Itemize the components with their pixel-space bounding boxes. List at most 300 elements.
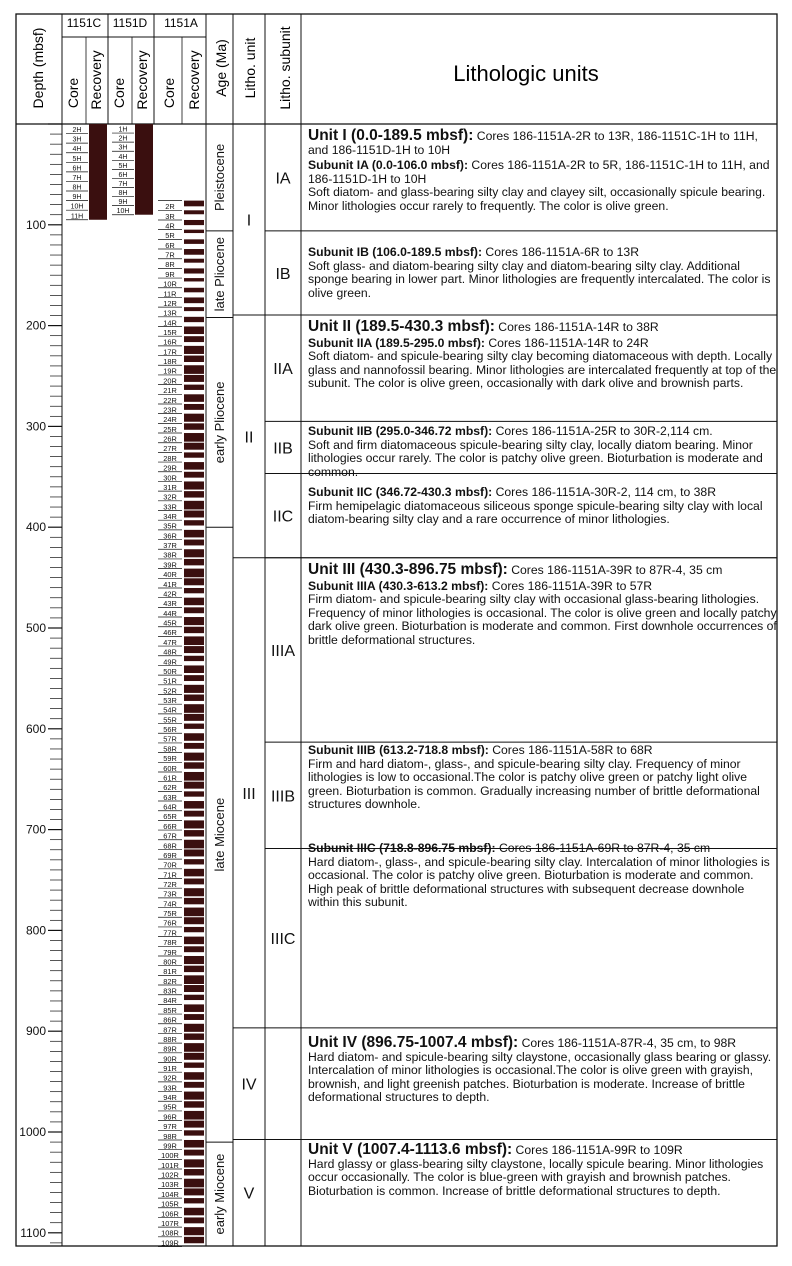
age-label: early Miocene — [212, 1153, 227, 1235]
core-label: 80R — [163, 957, 177, 967]
recovery-bar — [184, 1101, 204, 1107]
core-label: 63R — [163, 792, 177, 802]
depth-tick-label: 1000 — [19, 1125, 46, 1139]
core-label: 100R — [161, 1151, 179, 1161]
recovery-bar — [184, 278, 204, 281]
core-label: 78R — [163, 938, 177, 948]
recovery-bar — [184, 404, 204, 410]
recovery-bar — [184, 888, 204, 896]
core-label: 11H — [70, 213, 84, 221]
core-label: 50R — [163, 666, 177, 676]
core-label: 54R — [163, 705, 177, 715]
hole-1151D-cores — [112, 124, 153, 215]
recovery-bar — [184, 201, 204, 207]
recovery-bar — [184, 811, 204, 817]
core-label: 48R — [163, 647, 177, 657]
recovery-bar — [184, 636, 204, 645]
recovery-bar — [184, 1237, 204, 1243]
recovery-bar — [184, 607, 204, 613]
recovery-header-1151D: Recovery — [134, 50, 150, 110]
recovery-bar — [184, 908, 204, 917]
core-header-1151D: Core — [111, 77, 127, 109]
recovery-header-1151A: Recovery — [186, 50, 202, 110]
recovery-bar — [184, 898, 204, 904]
recovery-bar — [184, 443, 204, 450]
recovery-bar — [184, 849, 204, 856]
depth-tick-label: 500 — [25, 621, 46, 635]
recovery-bar — [184, 665, 204, 673]
core-label: 83R — [163, 986, 177, 996]
unit-V-description — [308, 1143, 778, 1198]
core-label: 1H — [118, 126, 128, 134]
unit-V-body: Hard glassy or glass-bearing silty claystone, locally spicule bearing. Minor lithologies occur occasionally. The color is blue-green with grayish and brownish patches. Bioturbation is common. Increase of brittle deformational structures to depth. — [308, 1156, 764, 1198]
subunit-IA-cores: Cores 186-1151A-2R to 5R, 186-1151C-1H to 11H, and 186-1151D-1H to 10H — [308, 158, 770, 186]
unit-III-description — [308, 563, 778, 648]
core-label: 19R — [163, 366, 177, 376]
recovery-bar — [184, 472, 204, 478]
core-label: 59R — [163, 754, 177, 764]
core-label: 108R — [161, 1228, 179, 1238]
core-label: 79R — [163, 947, 177, 957]
core-label: 103R — [161, 1180, 179, 1190]
recovery-bar — [184, 1169, 204, 1175]
unit-IV-description — [308, 1036, 778, 1105]
core-label: 5R — [165, 231, 175, 241]
core-label: 9H — [118, 199, 128, 207]
recovery-bar — [184, 1063, 204, 1068]
subunit-label: IIA — [273, 361, 293, 379]
depth-tick-label: 400 — [25, 520, 46, 535]
subunit-IIIB-description — [308, 744, 778, 812]
depth-tick-label: 800 — [25, 923, 46, 938]
core-label: 10H — [116, 208, 130, 216]
hole-1151C-header: 1151C — [66, 16, 102, 30]
core-label: 6R — [165, 240, 175, 250]
core-label: 2H — [72, 127, 82, 135]
core-label: 38R — [163, 550, 177, 560]
recovery-bar — [184, 394, 204, 402]
unit-III-cores: Cores 186-1151A-39R to 87R-4, 35 cm — [507, 563, 723, 577]
subunit-IIB-cores: Cores 186-1151A-25R to 30R-2,114 cm. — [492, 424, 713, 438]
depth-tick-label: 700 — [25, 822, 46, 837]
core-label: 28R — [163, 453, 177, 463]
core-label: 61R — [163, 773, 177, 783]
unit-label: I — [246, 212, 252, 230]
recovery-bar — [184, 704, 204, 713]
recovery-bar — [184, 1014, 204, 1020]
core-label: 57R — [163, 734, 177, 744]
unit-II-cores: Cores 186-1151A-14R to 38R — [494, 320, 659, 334]
recovery-bar — [184, 791, 204, 796]
core-label: 49R — [163, 657, 177, 667]
unit-IV-body: Hard diatom- and spicule-bearing silty claystone, occasionally glass bearing or glassy. Intercalation of minor lithologies is occasional.The color is olive green with grayish, brownish, and light greenish patches. Bioturbation is moderate. Increase of brittle deformational structures to depth. — [308, 1049, 772, 1105]
core-label: 18R — [163, 357, 177, 367]
recovery-bar — [184, 259, 204, 263]
subunit-IIIC-body: Hard diatom-, glass-, and spicule-bearing silty clay. Intercalation of minor lithologies is occasional. The color is patchy olive green. Bioturbation is moderate and common. High peak of brittle deformational structures with subsequent decrease downhole within this subunit. — [308, 854, 770, 910]
depth-tick-label: 900 — [25, 1024, 46, 1039]
unit-IV-cores: Cores 186-1151A-87R-4, 35 cm, to 98R — [518, 1036, 737, 1050]
subunit-IIIC-cores: Cores 186-1151A-69R to 87R-4, 35 cm — [495, 841, 711, 855]
recovery-bar — [184, 1043, 204, 1052]
core-label: 81R — [163, 967, 177, 977]
recovery-bar — [184, 288, 204, 293]
age-label: late Miocene — [212, 797, 227, 872]
recovery-bar — [184, 975, 204, 984]
core-label: 26R — [163, 434, 177, 444]
core-label: 42R — [163, 589, 177, 599]
core-label: 87R — [163, 1025, 177, 1035]
recovery-bar — [184, 559, 204, 565]
recovery-bar — [184, 685, 204, 693]
subunit-IIIC-description — [308, 842, 778, 910]
recovery-bar — [184, 569, 204, 578]
core-label: 39R — [163, 560, 177, 570]
subunit-IB-description — [308, 246, 778, 300]
recovery-bar — [184, 966, 204, 972]
core-label: 76R — [163, 918, 177, 928]
unit-I-cores: Cores 186-1151A-2R to 13R, 186-1151C-1H to 11H, and 186-1151D-1H to 10H — [308, 129, 758, 157]
subunit-header: Litho. subunit — [277, 26, 293, 110]
depth-tick-label: 200 — [25, 318, 46, 333]
core-label: 17R — [163, 347, 177, 357]
recovery-bar — [184, 820, 204, 828]
recovery-bar — [184, 1082, 204, 1088]
recovery-bar — [184, 937, 204, 945]
core-label: 2H — [118, 135, 128, 143]
recovery-bar — [184, 549, 204, 557]
recovery-bar — [184, 753, 204, 761]
recovery-bar — [184, 1198, 204, 1203]
recovery-bar — [184, 879, 204, 885]
subunit-IA-body: Soft diatom- and glass-bearing silty clay and clayey silt, occasionally spicule bearing. Minor lithologies occur rarely to frequently. The color is olive green. — [308, 185, 766, 213]
core-label: 40R — [163, 570, 177, 580]
core-label: 75R — [163, 909, 177, 919]
recovery-bar — [184, 985, 204, 992]
recovery-bar — [184, 452, 204, 457]
subunit-IIB-body: Soft and firm diatomaceous spicule-bearing silty clay, locally diatom bearing. Minor lithologies occur rarely. The color is patchy olive green. Bioturbation is moderate and common. — [308, 437, 763, 479]
recovery-bar — [184, 830, 204, 836]
unit-label: IV — [241, 1076, 257, 1094]
core-label: 34R — [163, 511, 177, 521]
core-label: 27R — [163, 444, 177, 454]
recovery-bar — [184, 743, 204, 749]
core-label: 104R — [161, 1189, 179, 1199]
recovery-bar — [184, 1188, 204, 1195]
subunit-IIIA-title: Subunit IIIA (430.3-613.2 mbsf): — [308, 578, 489, 593]
recovery-bar — [184, 1121, 204, 1128]
core-label: 44R — [163, 608, 177, 618]
recovery-bar — [184, 356, 204, 362]
core-label: 4R — [165, 221, 175, 231]
core-label: 10R — [163, 279, 177, 289]
core-label: 14R — [163, 318, 177, 328]
subunit-IIA-title: Subunit IIA (189.5-295.0 mbsf): — [308, 335, 485, 350]
recovery-bar — [184, 346, 204, 354]
hole-1151C-cores — [66, 124, 107, 220]
core-label: 56R — [163, 725, 177, 735]
recovery-bar — [184, 695, 204, 701]
subunit-IIIC-title: Subunit IIIC (718.8-896.75 mbsf): — [308, 841, 496, 855]
recovery-bar — [184, 249, 204, 255]
core-label: 3H — [118, 144, 128, 152]
core-header-1151C: Core — [65, 77, 81, 109]
recovery-bar — [184, 772, 204, 781]
core-label: 70R — [163, 860, 177, 870]
subunit-IIIA-cores: Cores 186-1151A-39R to 57R — [488, 578, 653, 593]
core-label: 71R — [163, 870, 177, 880]
core-label: 8R — [165, 260, 175, 270]
unit-label: V — [243, 1185, 255, 1203]
core-label: 24R — [163, 415, 177, 425]
core-label: 7H — [72, 174, 82, 182]
recovery-bar — [184, 327, 204, 335]
recovery-bar — [184, 714, 204, 721]
recovery-bar — [184, 801, 204, 809]
core-label: 89R — [163, 1044, 177, 1054]
core-label: 51R — [163, 676, 177, 686]
recovery-bar — [184, 336, 204, 342]
core-label: 91R — [163, 1063, 177, 1073]
core-label: 65R — [163, 812, 177, 822]
recovery-bar — [184, 782, 204, 789]
recovery-bar — [89, 124, 107, 220]
core-label: 73R — [163, 889, 177, 899]
core-label: 72R — [163, 879, 177, 889]
core-label: 5H — [72, 155, 82, 163]
recovery-bar — [184, 617, 204, 625]
recovery-bar — [184, 268, 204, 273]
recovery-bar — [184, 1140, 204, 1148]
subunit-IB-title: Subunit IB (106.0-189.5 mbsf): — [308, 245, 483, 259]
recovery-bar — [184, 1053, 204, 1060]
core-label: 43R — [163, 599, 177, 609]
hole-1151A-header: 1151A — [164, 16, 198, 30]
core-label: 20R — [163, 376, 177, 386]
unit-V-cores: Cores 186-1151A-99R to 109R — [512, 1143, 683, 1157]
recovery-bar — [184, 1111, 204, 1120]
core-label: 101R — [161, 1160, 179, 1170]
core-label: 36R — [163, 531, 177, 541]
age-column — [206, 144, 233, 1235]
recovery-bar — [184, 462, 204, 470]
recovery-header-1151C: Recovery — [88, 50, 104, 110]
recovery-bar — [184, 1024, 204, 1032]
recovery-bar — [184, 1227, 204, 1235]
core-header-1151A: Core — [161, 77, 177, 109]
core-label: 41R — [163, 579, 177, 589]
subunit-IIIB-cores: Cores 186-1151A-58R to 68R — [488, 743, 653, 757]
core-label: 15R — [163, 327, 177, 337]
core-label: 13R — [163, 308, 177, 318]
core-label: 4H — [72, 146, 82, 154]
core-label: 107R — [161, 1218, 179, 1228]
subunit-IIIB-title: Subunit IIIB (613.2-718.8 mbsf): — [308, 743, 489, 757]
core-label: 94R — [163, 1093, 177, 1103]
core-label: 33R — [163, 502, 177, 512]
subunit-label: IIB — [273, 440, 293, 458]
unit-III-title: Unit III (430.3-896.75 mbsf): — [308, 561, 508, 578]
recovery-bar — [184, 1130, 204, 1135]
core-label: 46R — [163, 628, 177, 638]
recovery-bar — [184, 230, 204, 233]
core-label: 3H — [72, 136, 82, 144]
age-label: late Pliocene — [212, 236, 227, 312]
core-label: 60R — [163, 763, 177, 773]
core-label: 102R — [161, 1170, 179, 1180]
subunit-label: IB — [275, 265, 291, 283]
recovery-bar — [184, 762, 204, 768]
recovery-bar — [184, 239, 204, 244]
core-label: 93R — [163, 1083, 177, 1093]
recovery-bar — [184, 481, 204, 489]
core-label: 58R — [163, 744, 177, 754]
recovery-bar — [184, 317, 204, 322]
recovery-bar — [184, 307, 204, 311]
core-label: 95R — [163, 1102, 177, 1112]
recovery-bar — [184, 956, 204, 964]
recovery-bar — [184, 869, 204, 877]
core-label: 90R — [163, 1054, 177, 1064]
core-label: 97R — [163, 1122, 177, 1132]
recovery-bar — [184, 917, 204, 924]
core-label: 32R — [163, 492, 177, 502]
core-label: 25R — [163, 424, 177, 434]
subunit-IIB-description — [308, 425, 778, 479]
unit-header: Litho. unit — [242, 37, 258, 99]
recovery-bar — [184, 385, 204, 390]
core-label: 109R — [161, 1238, 179, 1248]
recovery-bar — [184, 656, 204, 661]
recovery-bar — [184, 1159, 204, 1167]
unit-label: III — [242, 785, 256, 803]
recovery-bar — [184, 1092, 204, 1100]
subunit-IA-title: Subunit IA (0.0-106.0 mbsf): — [308, 158, 469, 173]
recovery-bar — [184, 511, 204, 518]
subunit-IIA-body: Soft diatom- and spicule-bearing silty clay becoming diatomaceous with depth. Locally glass and nannofossil bearing. Minor lithologies are intercalated frequently at top of the subunit. The color is olive green, occasionally with dark olive and brownish parts. — [308, 349, 777, 391]
hole-1151A-cores — [158, 201, 204, 1248]
hole-1151D-header: 1151D — [112, 16, 148, 30]
recovery-bar — [184, 733, 204, 741]
recovery-bar — [184, 1072, 204, 1080]
core-label: 98R — [163, 1131, 177, 1141]
core-label: 3R — [165, 211, 175, 221]
core-label: 30R — [163, 473, 177, 483]
core-label: 53R — [163, 695, 177, 705]
core-label: 6H — [72, 165, 82, 173]
core-label: 10H — [70, 203, 84, 211]
core-label: 68R — [163, 841, 177, 851]
age-label: Pleistocene — [212, 143, 227, 212]
core-label: 92R — [163, 1073, 177, 1083]
core-label: 66R — [163, 821, 177, 831]
recovery-bar — [184, 1179, 204, 1188]
age-header: Age (Ma) — [213, 39, 229, 97]
recovery-bar — [184, 840, 204, 849]
core-label: 11R — [163, 289, 177, 299]
subunit-label: IA — [275, 170, 291, 188]
core-label: 52R — [163, 686, 177, 696]
core-label: 85R — [163, 1005, 177, 1015]
recovery-bar — [184, 946, 204, 952]
core-label: 84R — [163, 996, 177, 1006]
depth-tick-label: 100 — [25, 217, 46, 232]
age-label: early Pliocene — [212, 381, 227, 464]
recovery-bar — [184, 210, 204, 214]
recovery-bar — [184, 1217, 204, 1223]
recovery-bar — [184, 491, 204, 497]
depth-tick-label: 1100 — [20, 1225, 46, 1240]
recovery-bar — [184, 627, 204, 633]
core-label: 88R — [163, 1034, 177, 1044]
core-label: 106R — [161, 1209, 179, 1219]
core-label: 77R — [163, 928, 177, 938]
core-label: 31R — [163, 482, 177, 492]
core-label: 45R — [163, 618, 177, 628]
subunit-IIIB-body: Firm and hard diatom-, glass-, and spicule-bearing silty clay. Frequency of minor lithologies is low to occasional.The color is patchy olive green or patchy light olive green. Bioturbation is common. Gradually increasing number of brittle deformational structures downhole. — [308, 756, 760, 812]
core-label: 69R — [163, 850, 177, 860]
core-label: 64R — [163, 802, 177, 812]
recovery-bar — [135, 124, 153, 215]
recovery-bar — [184, 375, 204, 382]
core-label: 8H — [72, 184, 82, 192]
recovery-bar — [184, 540, 204, 546]
subunit-label: IIIA — [270, 642, 296, 660]
core-label: 12R — [163, 298, 177, 308]
core-label: 82R — [163, 976, 177, 986]
core-label: 55R — [163, 715, 177, 725]
lithologic-units-title: Lithologic units — [453, 61, 599, 86]
core-label: 29R — [163, 463, 177, 473]
core-label: 37R — [163, 541, 177, 551]
recovery-bar — [184, 588, 204, 593]
core-label: 4H — [118, 153, 128, 161]
subunit-IIC-title: Subunit IIC (346.72-430.3 mbsf): — [308, 485, 493, 499]
core-label: 35R — [163, 521, 177, 531]
core-label: 47R — [163, 637, 177, 647]
core-label: 86R — [163, 1015, 177, 1025]
core-label: 105R — [161, 1199, 179, 1209]
core-label: 9R — [165, 269, 175, 279]
core-label: 22R — [163, 395, 177, 405]
unit-I-description — [308, 129, 778, 214]
recovery-bar — [184, 675, 204, 681]
recovery-bar — [184, 578, 204, 585]
subunit-IB-body: Soft glass- and diatom-bearing silty clay and diatom-bearing silty clay. Additional sponge bearing in lower part. Minor lithologies are frequently intercalated. The color is olive green. — [308, 258, 771, 300]
unit-I-title: Unit I (0.0-189.5 mbsf): — [308, 127, 474, 144]
recovery-bar — [184, 414, 204, 422]
recovery-bar — [184, 1150, 204, 1156]
depth-tick-label: 300 — [25, 419, 46, 434]
recovery-bar — [184, 995, 204, 1000]
subunit-label: IIC — [272, 508, 294, 526]
recovery-bar — [184, 365, 204, 374]
depth-tick-label: 600 — [25, 721, 46, 736]
core-label: 7R — [165, 250, 175, 260]
recovery-bar — [184, 598, 204, 606]
subunit-IIB-title: Subunit IIB (295.0-346.72 mbsf): — [308, 424, 493, 438]
recovery-bar — [184, 530, 204, 538]
core-label: 8H — [118, 190, 128, 198]
depth-axis — [19, 124, 62, 1243]
recovery-bar — [184, 1004, 204, 1012]
recovery-bar — [184, 927, 204, 932]
core-label: 7H — [118, 181, 128, 189]
subunit-IIC-cores: Cores 186-1151A-30R-2, 114 cm, to 38R — [492, 485, 716, 499]
unit-V-title: Unit V (1007.4-1113.6 mbsf): — [308, 1141, 513, 1158]
recovery-bar — [184, 433, 204, 442]
core-label: 9H — [72, 194, 82, 202]
core-label: 5H — [118, 162, 128, 170]
